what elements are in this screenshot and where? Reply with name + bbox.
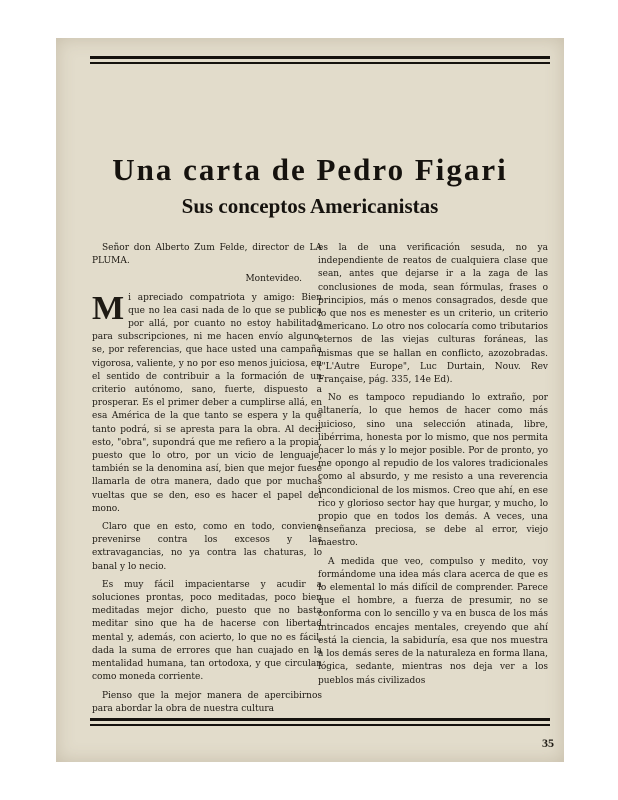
bottom-rule-thick — [90, 718, 550, 721]
right-column — [318, 242, 548, 693]
bottom-rule-thin — [90, 724, 550, 726]
article-subtitle: Sus conceptos Americanistas — [181, 194, 439, 218]
drop-cap: M — [92, 289, 125, 327]
left-column — [92, 242, 322, 721]
magazine-page — [56, 38, 564, 762]
paragraph: es la de una verificación sesuda, no ya independiente de reatos de cualquiera clase que sean, antes que dejarse ir a la zaga de las conclusiones de moda, sean fórmulas, frases o principios, más o menos consagrados, desde que lo que nos es menester es un criterio, un criterio americano. Lo otro nos colocaría como tributarios eternos de las viejas culturas foráneas, las mismas que se hallan en conflicto, azozobradas. ("L'Autre Europe", Luc Durtain, Nouv. Rev Française, pág. 335, 14e Ed). — [318, 243, 548, 386]
paragraph: Claro que en esto, como en todo, conviene prevenirse contra los excesos y las extravagancias, no ya contra las chaturas, lo banal y lo necio. — [92, 522, 322, 572]
salutation: Señor don Alberto Zum Felde, director de LA PLUMA. — [92, 243, 322, 267]
top-rule-thick — [90, 56, 550, 59]
paragraph: No es tampoco repudiando lo extraño, por altanería, lo que hemos de hacer como más juicioso, sino una selección atinada, libre, libérrima, honesta por lo mismo, que nos permita hacer lo más y lo mejor posible. Por de pronto, yo me opongo al repudio de los valores tradicionales como al absurdo, y me resisto a una reverencia incondicional de los mismos. Creo que ahí, en ese rico y glorioso sector hay que hurgar, y mucho, lo propio que en todos los demás. A veces, una enseñanza preciosa, se debe al error, viejo maestro. — [318, 393, 548, 549]
paragraph — [92, 289, 322, 516]
page-number: 35 — [542, 736, 554, 750]
article-title: Una carta de Pedro Figari — [112, 152, 508, 187]
paragraph: Pienso que la mejor manera de apercibirnos para abordar la obra de nuestra cultura — [92, 690, 322, 714]
paragraph: A medida que veo, compulso y medito, voy formándome una idea más clara acerca de que es lo elemental lo más difícil de comprender. Parece que el hombre, a fuerza de presumir, no se conforma con lo sencillo y va en busca de los más intrincados encajes mentales, creyendo que ahí está la ciencia, la sabiduría, esa que nos muestra a los demás seres de la naturaleza en forma llana, lógica, sedante, mientras nos deja ver a los pueblos más civilizados — [318, 556, 548, 686]
top-rule-thin — [90, 62, 550, 64]
paragraph: Es muy fácil impacientarse y acudir a soluciones prontas, poco meditadas, poco bien meditadas mejor dicho, puesto que no basta meditar sino que ha de hacerse con libertad mental y, además, con acierto, lo que no es fácil, dada la suma de errores que han cuajado en la mentalidad humana, tan ortodoxa, y que circulan como moneda corriente. — [92, 579, 322, 683]
paragraph-text: i apreciado compatriota y amigo: Bien que no lea casi nada de lo que se publica por allá, por cuanto no estoy habilitado para subscripciones, ni me hacen envío alguno, se, por referencias, que hace usted una campaña vigorosa, valiente, y no por eso menos juiciosa, en el sentido de contribuir a la formación de un criterio autónomo, sano, fuerte, dispuesto a prosperar. Es el primer deber a cumplirse allá, en esa América de la que tanto se espera y la que tanto podrá, si se apresta para la obra. Al decir esto, "obra", supondrá que me refiero a la propia, puesto que lo otro, por un vicio de lenguaje, también se la denomina así, bien que mejor fuese llamarla de otra manera, dado que por muchas vueltas que se den, eso es hacer el papel del mono. — [92, 292, 322, 514]
place-line: Montevideo. — [245, 274, 302, 285]
